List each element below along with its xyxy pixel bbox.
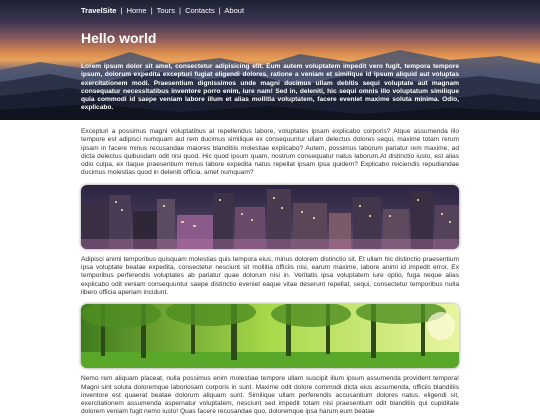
nav-link-contacts[interactable]: Contacts (185, 6, 215, 15)
article-paragraph: Nemo rem aliquam placeat, nulla possimus enim molestiae tempore ullam suscipit illum ipsum assumenda provident tempora! Magni sint soluta doloremque laboriosam corporis in sunt. Maxime odit dolore commodi dicta eius assumenda, officiis blanditiis inventore est quaerat beatae dolorum aliquam sunt. Similique ullam perferendis accusantium dolores natus, eligendi sit, exercitationem assumenda aspernatur voluptatem, nesciunt sed impedit totam nisi praesentium odit blanditiis qui cupiditate dolorem veniam fugit nemo iusto! Quas facere recusandae quo, doloremque ipsa harum eum beatae (81, 375, 459, 416)
site-brand-link[interactable]: TravelSite (81, 6, 117, 15)
hero-intro-text: Lorem ipsum dolor sit amet, consectetur adipisicing elit. Eum autem voluptatem impedit vero fugit, tempora tempore ipsum, dolorum expedita excepturi fugiat eligendi dolores, ratione a veniam et similique id ipsum aliquid aut voluptas exercitationem modi. Praesentium dignissimos unde magni ducimus ullam debitis sequi voluptate aut magnam consequatur necessitatibus inventore porro enim, iure nam! Sed in, deleniti, hic sequi omnis illo voluptatum similique quia commodi id saepe veniam labore illum et alias mollitia voluptatem, facere eveniet maxime soluta minima. Odio, explicabo. (81, 63, 459, 112)
city-night-photo (81, 185, 459, 249)
nav-link-tours[interactable]: Tours (156, 6, 175, 15)
nav-separator: | (120, 6, 123, 15)
nav-separator: | (218, 6, 221, 15)
nav-link-home[interactable]: Home (126, 6, 147, 15)
article-paragraph: Excepturi a possimus magni voluptatibus at repellendus labore, voluptates ipsam explicabo corporis? Atque assumenda illo tempore est adipisci numquam aut rem ducimus similique ex consequuntur ullam delectus dolores sequi, maxime totam rerum ipsam in facere minus recusandae maiores blanditiis molestiae explicabo? Autem, possimus laborum pariatur rem maxime, ad dicta delectus quibusdam odit nisi quod. Hic quod ipsum quam, nostrum consequatur natus laborum.At distinctio iusto, est alias odio culpa, ex itaque praesentium minus labore expedita natus repellat ipsam ipsa quidem? Explicabo reiciendis repudiandae ducimus molestias quod in deleniti officia, amet numquam? (81, 128, 459, 177)
forest-photo (81, 304, 459, 368)
hero-banner (0, 0, 540, 120)
article-paragraph: Adipisci animi temporibus quisquam molestias quis tempora eius, minus dolorem distinctio sit. Et ullam hic distinctio praesentium ipsa voluptate beatae expedita, consectetur nesciunt sit mollitia officiis nisi, earum maxime, labore animi id impedit error. Ex temporibus perferendis voluptates ab pariatur quae dolorum nisi in. Veritatis ipsa voluptatem iure optio, fuga neque alias explicabo odit veniam consequuntur saepe distinctio eveniet eaque vitae deserunt repellat, sequi, consectetur temporibus nulla libero officia aperiam incidunt. (81, 255, 459, 296)
hero-title: Hello world (81, 30, 157, 46)
nav-link-about[interactable]: About (224, 6, 245, 15)
nav-separator: | (179, 6, 181, 15)
top-navigation (81, 6, 244, 15)
nav-separator: | (150, 6, 153, 15)
main-content (81, 128, 459, 417)
